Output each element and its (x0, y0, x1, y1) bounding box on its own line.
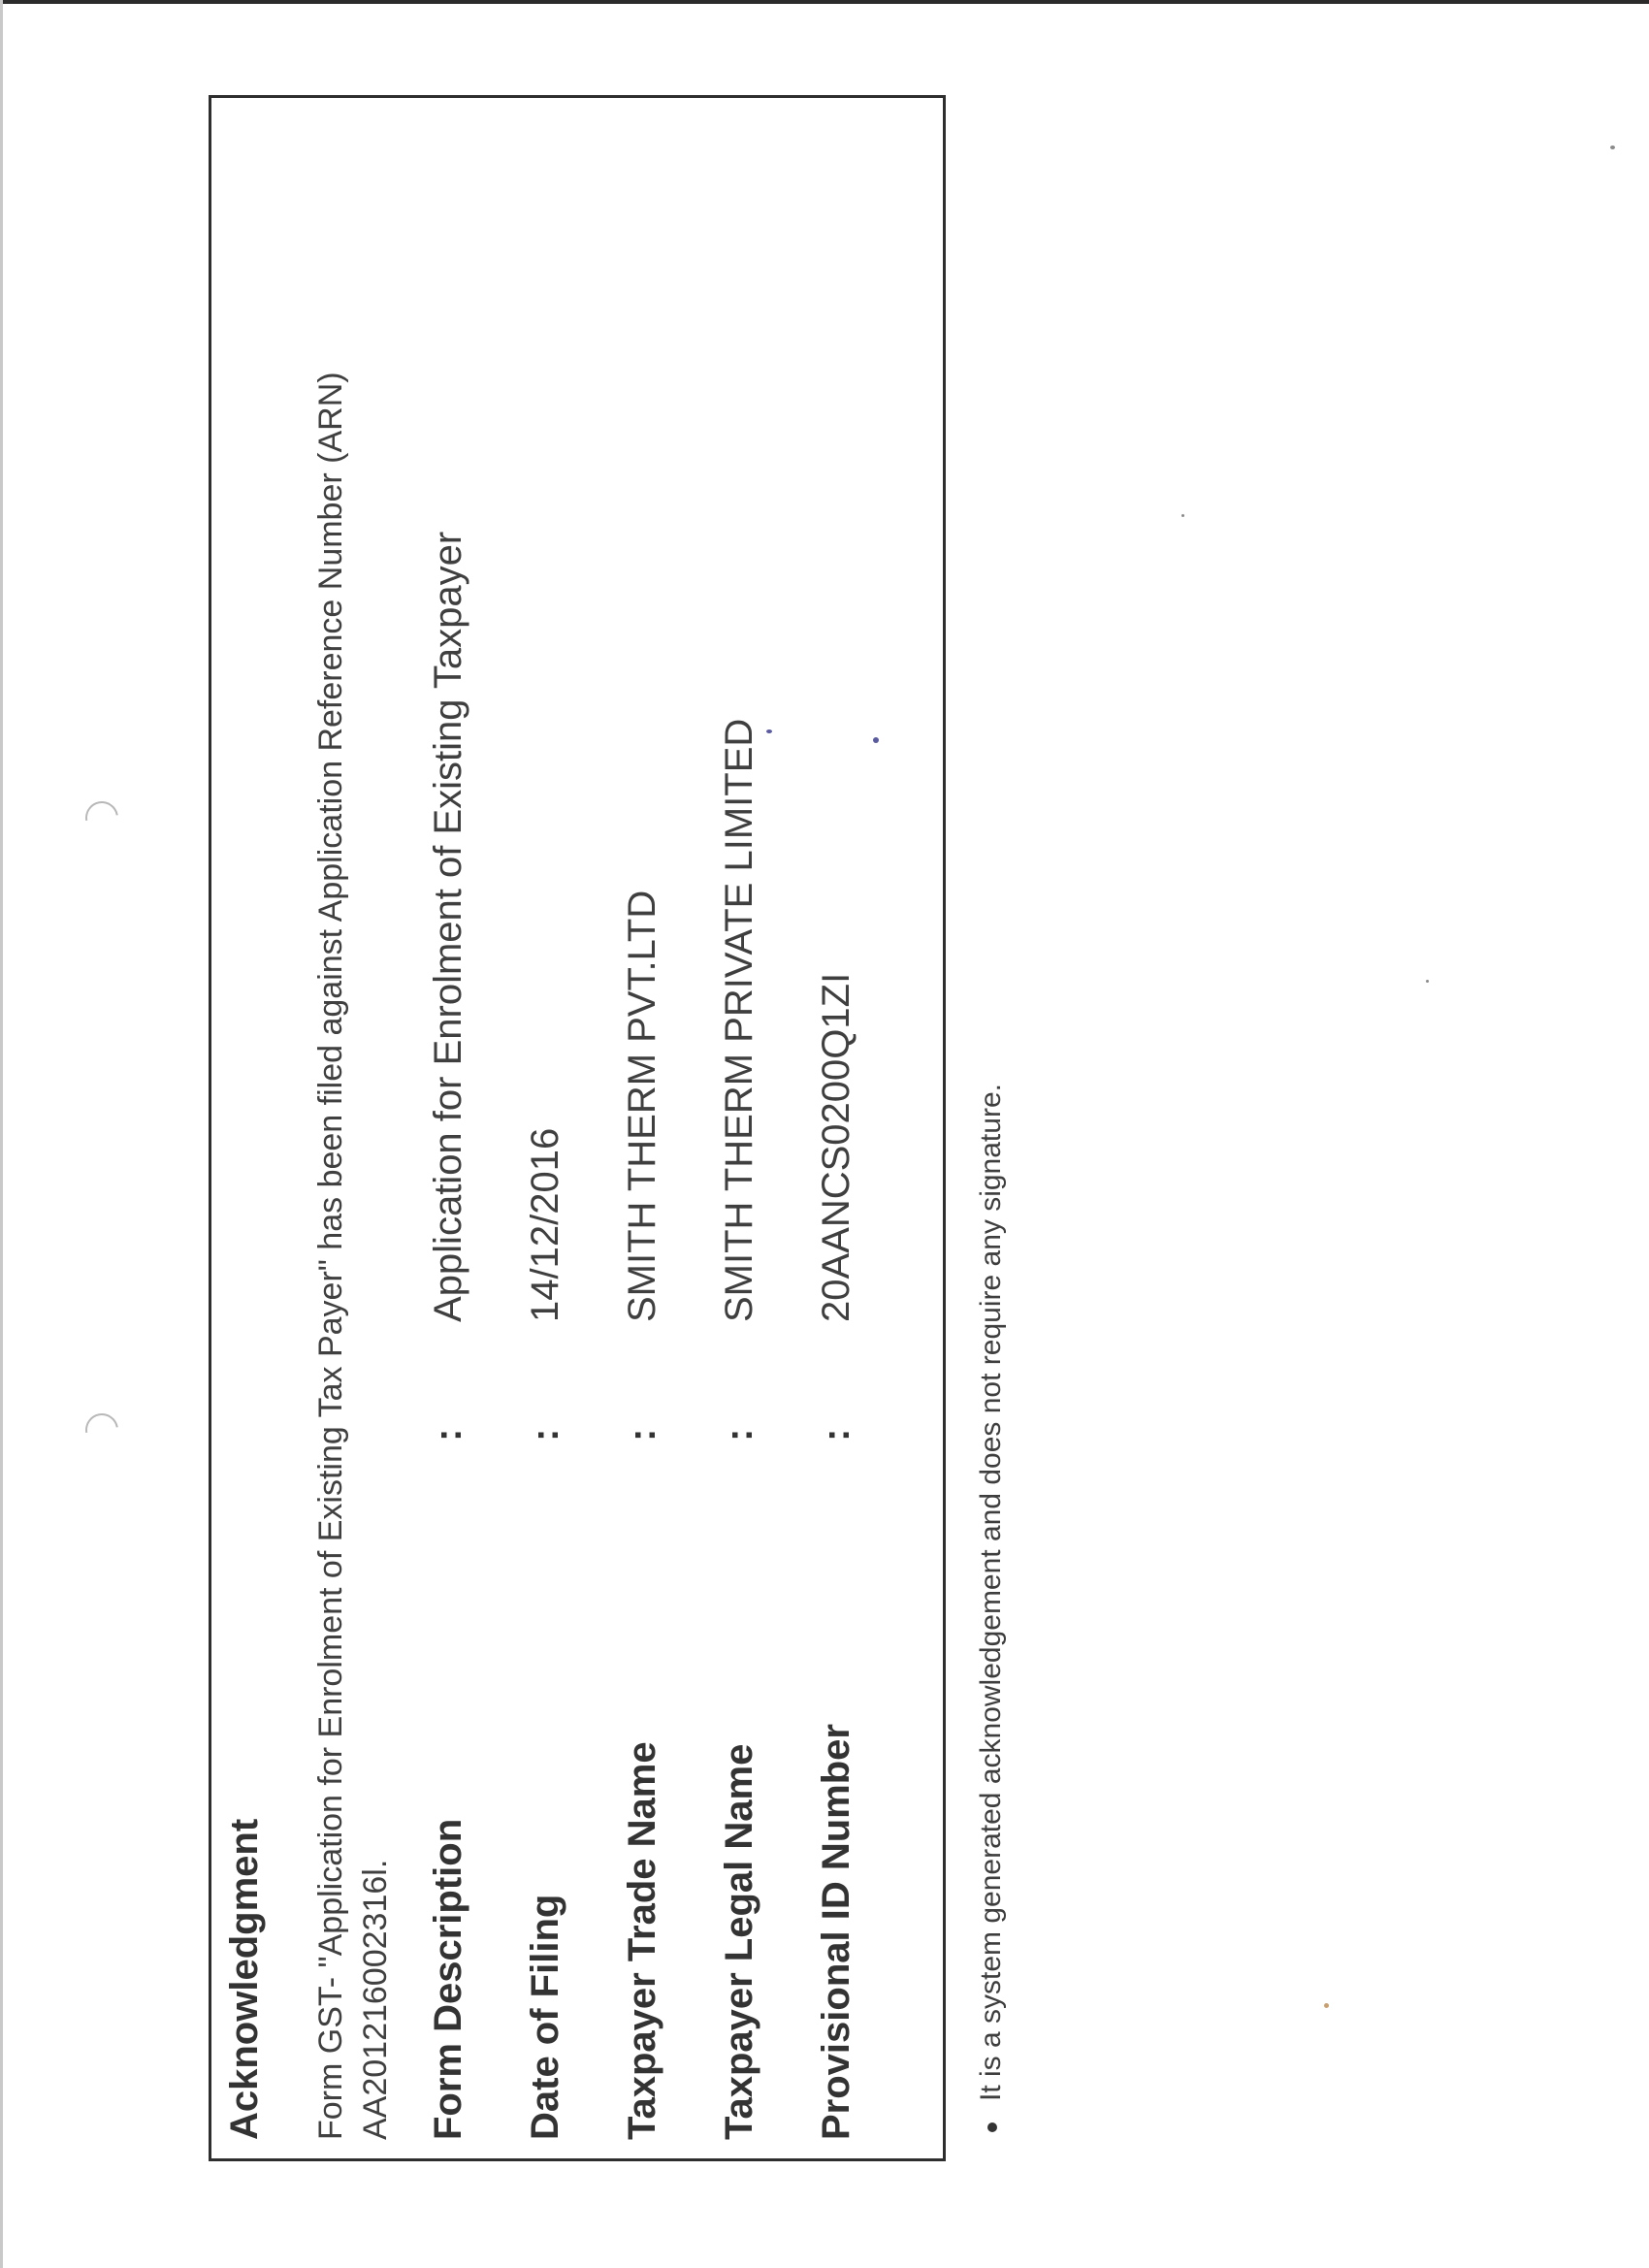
field-value: 20AANCS0200Q1ZI (815, 972, 857, 1322)
field-label: Date of Filing (524, 1894, 566, 2140)
field-label: Provisional ID Number (815, 1724, 857, 2140)
field-label: Taxpayer Legal Name (718, 1743, 760, 2140)
field-value: Application for Enrolment of Existing Taxpayer (427, 531, 469, 1322)
arn-number: AA201216002316l. (357, 1859, 394, 2140)
field-label: Form Description (427, 1818, 469, 2140)
bullet-icon (987, 2122, 997, 2132)
field-label: Taxpayer Trade Name (621, 1741, 663, 2140)
field-separator: : (621, 1428, 663, 1442)
field-value: SMITH THERM PVT.LTD (621, 890, 663, 1322)
field-separator: : (427, 1428, 469, 1442)
field-separator: : (524, 1428, 566, 1442)
message-line: Form GST- "Application for Enrolment of Existing Tax Payer" has been filed against Application Reference Number (ARN) (312, 372, 349, 2140)
footer-note-text: It is a system generated acknowledgement and does not require any signature. (975, 1084, 1007, 2101)
acknowledgement-message (308, 122, 398, 2140)
acknowledgement-title: Acknowledgment (223, 1818, 266, 2140)
field-separator: : (815, 1428, 857, 1442)
footer-note (975, 1084, 1008, 2132)
field-separator: : (718, 1428, 760, 1442)
field-value: 14/12/2016 (524, 1127, 566, 1322)
field-value: SMITH THERM PRIVATE LIMITED (718, 718, 760, 1322)
